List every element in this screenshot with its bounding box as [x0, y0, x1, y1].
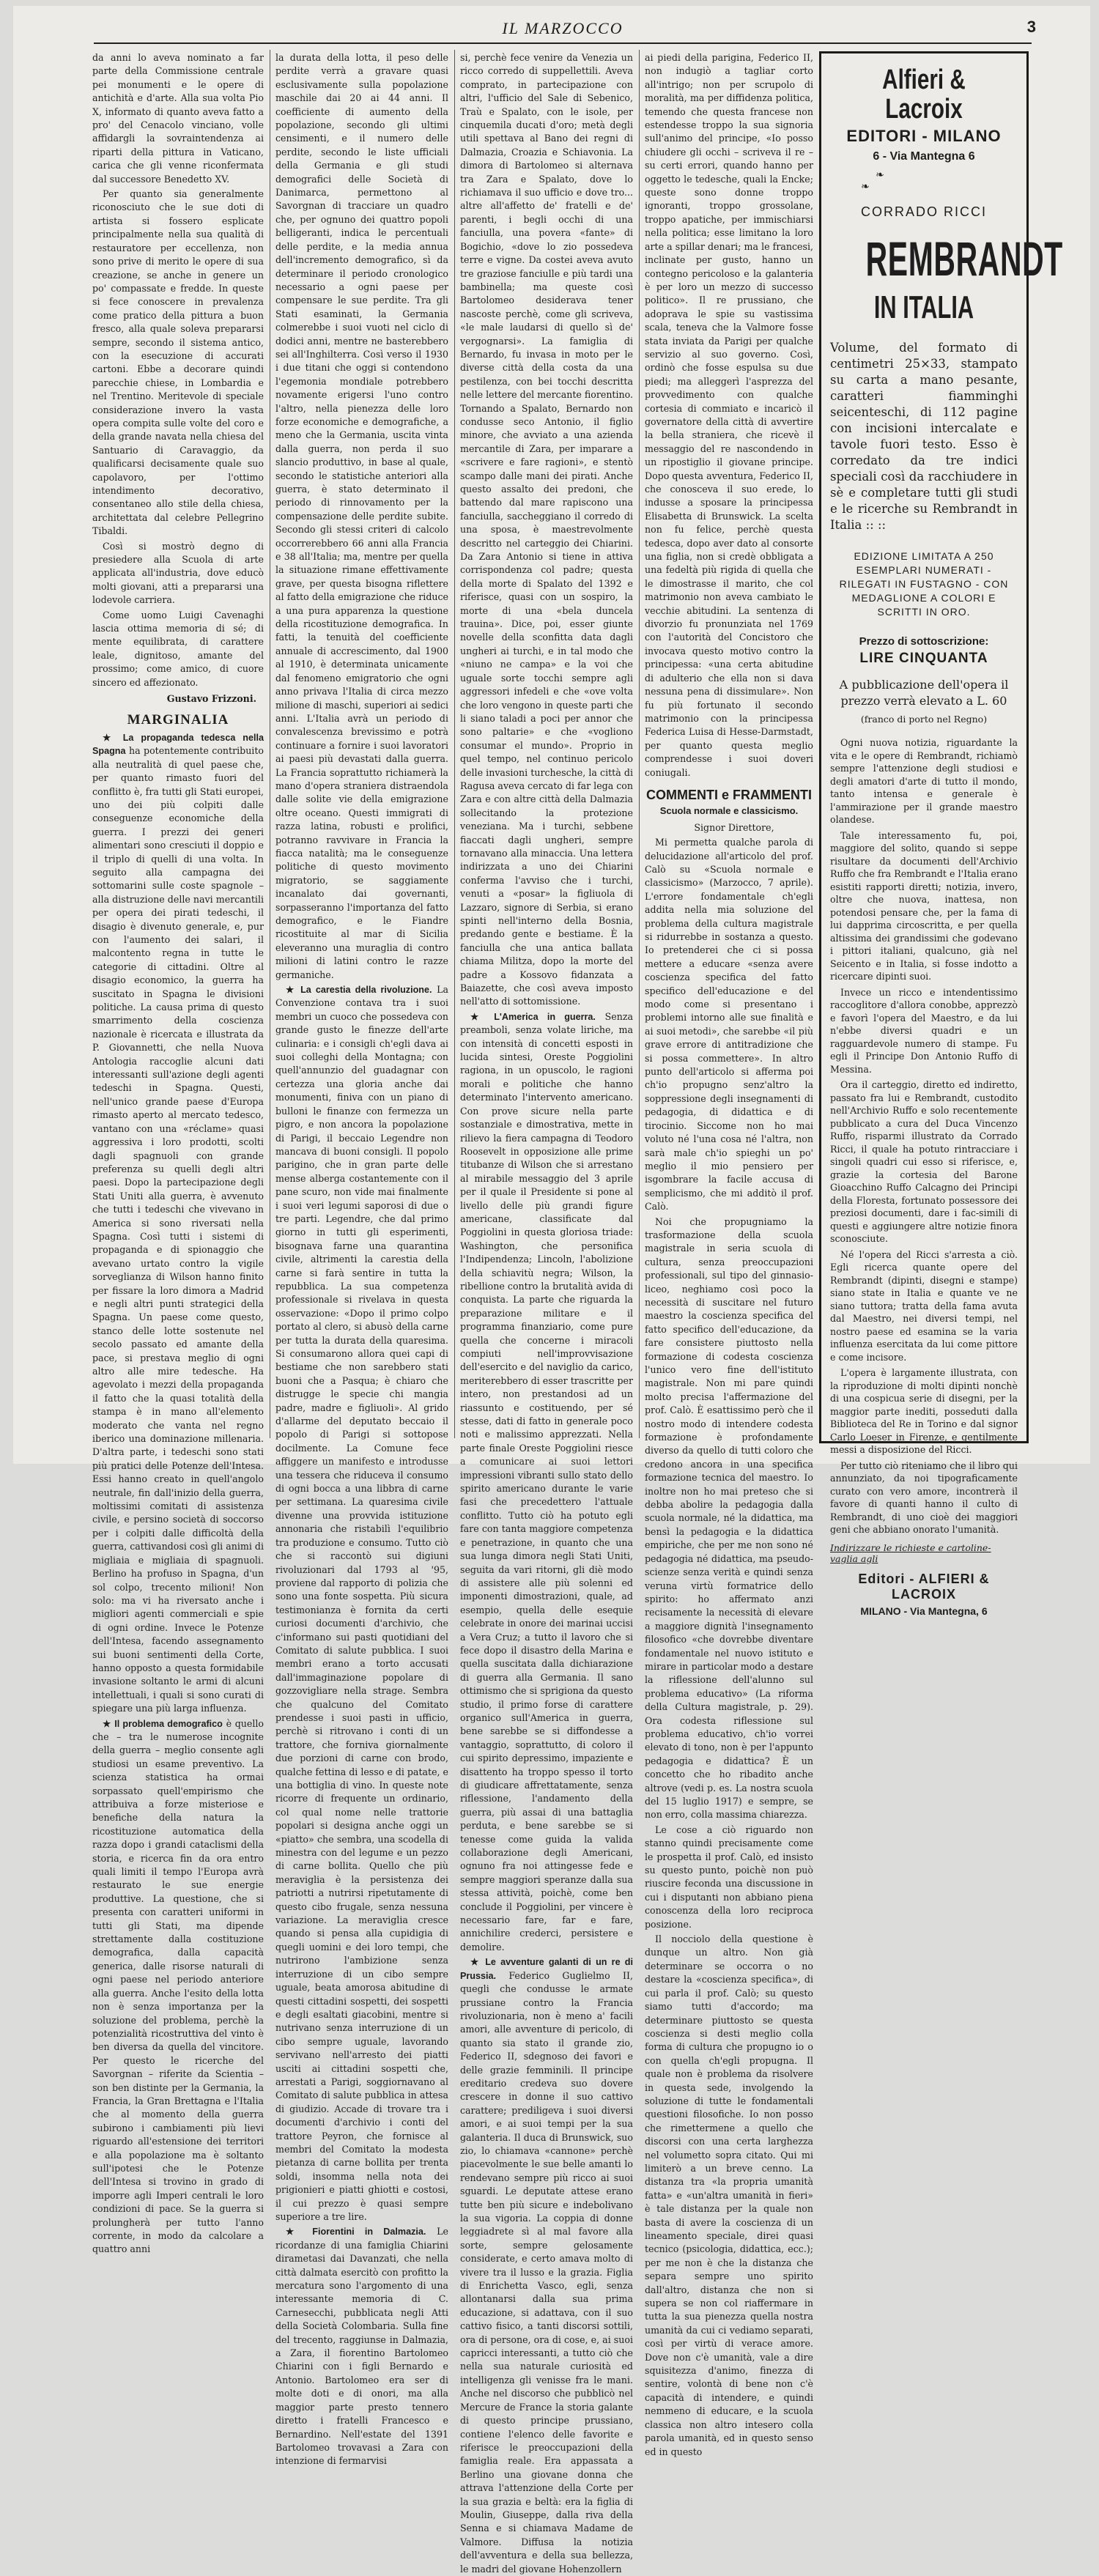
edition-note: EDIZIONE LIMITATA A 250 ESEMPLARI NUMERATI - RILEGATI IN FUSTAGNO - CON MEDAGLIONE A COLORI E SCRITTI IN ORO.: [839, 550, 1009, 618]
requests-note: Indirizzare le richieste e cartoline-vaglia agli: [830, 1541, 991, 1564]
article-subtitle: Scuola normale e classicismo.: [659, 805, 799, 817]
column-rule: [454, 50, 455, 1438]
book-subtitle: IN ITALIA: [873, 289, 974, 325]
article-text: Le ricordanze di una famiglia Chiarini dirametasi dai Davanzati, che nella città dalmata esercitò con profitto la mercatura sono l'argomento di una interessante memoria di C. Carnesecchi, pubblicata negli Atti della Società Colombaria. Sulla fine del trecento, raggiunse in Dalmazia, a Zara, il fiorentino Bartolomeo Chiarini con i figli Bernardo e Antonio. Bartolomeo era ser di molte doti e di onori, ma alla maggior parte presto tennero diretto i fratelli Francesco e Bernardino. Nell'estate del 1391 Bartolomeo trovavasi a Zara con intenzione di fermarvisi: [275, 2226, 448, 2467]
paragraph: da anni lo aveva nominato a far parte della Commissione centrale pei monumenti e le opere di antichità e d'arte. Alla sua volta Pio X, informato di quanto aveva fatto a pro' del Cenacolo vinciano, volle affidargli la sovraintendenza ai riparti della pittura in Vaticano, carica che gli venne riconfermata dal successore Benedetto XV.: [92, 52, 264, 185]
paragraph: Per tutto ciò riteniamo che il libro qui annunziato, da noi tipograficamente curato con vero amore, incontrerà il favore di quanti hanno il culto di Rembrandt, di uno cioè dei maggiori geni che abbiano onorato l'umanità.: [830, 1459, 1018, 1535]
column-2: [275, 51, 448, 2467]
newspaper-page: [13, 6, 1090, 2575]
book-title: REMBRANDT: [865, 232, 1063, 286]
signature: Gustavo Frizzoni.: [166, 693, 256, 705]
paragraph: Il nocciolo della questione è dunque un altro. Non già determinare se occorra o no destare la «coscienza specifica», di cui parla il prof. Calò; su questo siamo tutti d'accordo; ma determinare piuttosto se questa coscienza si desti meglio colla forma di cultura che propugno io o con quella ch'egli propugna. Il quale non è problema da risolvere in questa sede, involgendo la soluzione di tutte le fondamentali questioni filosofiche. Io non posso che rimettermene a quello che discorsi con una certa larghezza nel volumetto sopra citato. Qui mi limiterò a un breve cenno. La distanza tra «la propria umanità fatta» e «un'altra umanità in fieri» è tale distanza per la quale non basta di avere la coscienza di un lineamento speciale, direi quasi tecnico (psicologia, didattica, ecc.); per me non è che la distanza che separa sempre uno spirito dall'altro, distanza che non si supera se non col riaffermare in tutta la sua pienezza quella nostra umanità da cui ci vediamo separati, così per virtù di verace amore. Dove non c'è umanità, vale a dire squisitezza d'animo, finezza di sentire, volontà di bene non c'è capacità di intendere, e quindi nemmeno di educare, e la scuola classica non altro intesero colla parola umanità, ed in questo senso ed in questo: [645, 1933, 813, 2457]
price: LIRE CINQUANTA: [859, 651, 988, 666]
article-text: Senza preamboli, senza volate liriche, ma con intensità di concetti esposti in lucida sintesi, Oreste Poggiolini ragiona, in un opuscolo, le ragioni morali e politiche che hanno determinato l'intervento americano. Con prove sicure nella parte sostanziale e dimostrativa, mette in rilievo la fiera campagna di Teodoro Roosevelt in opposizione alle prime titubanze di Wilson che si arrestano al mirabile messaggio del 3 aprile per il quale il Presidente si pone al livello delle più grandi figure americane, classificate dal Poggiolini in questa gloriosa triade: Washington, che personifica l'Indipendenza; Lincoln, l'abolizione della schiavitù negra; Wilson, la ribellione contro la brutalità avida di conquista. La parte che riguarda la preparazione militare e il programma finanziario, come pure quella che concerne i miracoli compiuti nell'improvvisazione dell'esercito e del naviglio da carico, meriterebbero di esser trascritte per intero, non prestandosi ad un riassunto e costituendo, per sé stesse, dati di fatto in generale poco noti e malissimo apprezzati. Nella parte finale Oreste Poggiolini riesce a comunicare ai suoi lettori impressioni vibranti sullo stato dello spirito americano durante le varie fasi che precedettero l'attuale conflitto. Tutto ciò ha potuto egli fare con tanta maggiore competenza e penetrazione, in quanto che una sua lunga dimora negli Stati Uniti, seguita da vari ritorni, gli diè modo di assistere alle più solenni ed imponenti dimostrazioni, quale, ad esempio, quella delle esequie celebrate in onore dei marinai uccisi a Vera Cruz; a tutto il lavoro che si fece dopo il disastro della Marina e quella suscitata dalla dichiarazione di guerra alla Germania. Il sano ottimismo che si sprigiona da questo studio, il primo forse di carattere organico sull'America in guerra, bene sarebbe se si diffondesse a vantaggio, soprattutto, di coloro il cui spirito depressimo, impaziente e disattento ha troppo spesso il torto di giudicare affrettatamente, senza riflessione, l'andamento della guerra, più assai di una battaglia perduta, e bene sarebbe se si tenesse come guida la valida collaborazione degli Americani, ognuno fra noi attingesse fede e sempre maggiori speranze dalla sua stessa attività, poichè, come ben conclude il Poggiolini, per vincere è necessario fare, far e fare, annichilire crederci, persistere e demolire.: [460, 1010, 633, 1953]
paragraph: la durata della lotta, il peso delle perdite verrà a gravare quasi esclusivamente sulla popolazione maschile dai 20 ai 44 anni. Il coefficiente di aumento della popolazione, secondo gli ultimi censimenti, e il numero delle perdite, secondo le liste ufficiali della Germania e gli studi demografici delle Società di Danimarca, permettono al Savorgnan di tracciare un quadro che, per ognuno dei quattro popoli belligeranti, indica le percentuali delle perdite, e la media annua dell'incremento demografico, sì da determinare il periodo cronologico necessario a ogni paese per compensare le sue perdite. Tra gli Stati esaminati, la Germania colmerebbe i suoi vuoti nel ciclo di dodici anni, mentre ne basterebbero sei all'Inghilterra. Così verso il 1930 i due titani che oggi si contendono l'egemonia mondiale potrebbero novamente erigersi l'uno contro l'altro, nella pienezza delle loro forze economiche e demografiche, a meno che la Germania, uscita vinta dalla guerra, non perda il suo slancio produttivo, in base al quale, secondo le statistiche anteriori alla guerra, è stato determinato il periodo di rinnovamento per la compensazione delle perdite subite. Secondo gli stessi criteri di calcolo occorrerebbero 66 anni alla Francia e 38 all'Italia; ma, mentre per quella la situazione rimane effettivamente grave, per questa bisogna riflettere al fatto della emigrazione che riduce a una pura apparenza la questione della ricostituzione demografica. In fatti, la tenuità del coefficiente annuale di accrescimento, dal 1900 al 1910, è determinata unicamente dal fenomeno emigratorio che ogni anno privava l'Italia di circa mezzo milione di maschi, superiori ai sedici anni. L'Italia avrà un periodo di convalescenza brevissimo e potrà continuare a fornire i suoi lavoratori ai paesi più devastati dalla guerra. La Francia soprattutto richiamerà la mano d'opera straniera distraendola dalle solite vie della emigrazione oltre oceano. Questi immigrati di razza latina, robusti e prolifici, potranno ravvivare in Francia la fiacca natalità; ma le conseguenze politiche di questo movimento migratorio, se saggiamente incanalato dai governanti, sorpasseranno l'importanza del fatto demografico, e le Fiandre ricostituite al mar di Sicilia eleveranno una muraglia di contro milioni di latini contro le razze germaniche.: [275, 52, 448, 980]
paragraph: Ora il carteggio, diretto ed indiretto, passato fra lui e Rembrandt, custodito nell'Archivio Ruffo e solo recentemente pubblicato a cura del Duca Vincenzo Ruffo, risparmi illustrato da Corrado Ricci, il quale ha potuto rintracciare i singoli quadri cui esso si riferisce, e, grazie la cortesia del Barone Gioacchino Ruffo Calcagno dei Principi della Floresta, fortunato possessore dei preziosi documenti, dare i fac-simili di questi e aggiungere altre notizie finora sconosciute.: [830, 1079, 1018, 1244]
paragraph: Tale interessamento fu, poi, maggiore del solito, quando si seppe risultare da documenti dell'Archivio Ruffo che fra Rembrandt e l'Italia erano esistiti rapporti diretti; notizia, invero, oltre che nuova, inattesa, non potendosi pensare che, per la fama di lui dapprima circoscritta, e per quella altissima dei grandissimi che godevano i pittori italiani, qualcuno, già nel Seicento e in Italia, si fosse indotto a ricercare dipinti suoi.: [830, 829, 1018, 982]
publisher-city: EDITORI - MILANO: [846, 127, 1002, 145]
article-text: La Convenzione contava tra i suoi membri un cuoco che possedeva con grande gusto le finezze dell'arte culinaria: e i consigli ch'egli dava ai suoi colleghi della Montagna; con quell'annunzio del guadagnar con certezza una gloria anche dai monumenti, finiva con un piano di bulloni le finanze con fermezza un pigro, e non ancora la popolazione di Parigi, il beccaio Legendre non mancava di buoni consigli. Il popolo parigino, che in gran parte delle mense alberga costantemente con il pane scuro, non vide mai finalmente i suoi veri legumi saporosi di due o tre parti. Legendre, che dal primo giorno in tutti gli esperimenti, bisognava farne una quarantina civile, altrimenti la carestia della carne si farà sentire in tutta la repubblica. La sua competenza professionale si rivelava in questa osservazione: «Dopo il primo colpo portato al clero, si abusò della carne per tutta la durata della quaresima. Si consumarono allora quei capi di bestiame che non sarebbero stati buoni che a Pasqua; è chiaro che distrugge le specie chi mangia padre, madre e figliuoli». Al grido d'allarme del deputato beccaio il popolo di Parigi si sottopose docilmente. La Comune fece affiggere un manifesto e introdusse una tessera che riduceva il consumo di ogni bocca a una libbra di carne per settimana. La quaresima civile divenne una provvida istituzione annonaria che ristabilì l'equilibrio tra produzione e consumo. Tutto ciò che si raccontò sui digiuni rivoluzionari dal 1793 al '95, proviene dal rapporto di polizia che sono una fonte sospetta. Più sicura testimonianza è fornita da certi curiosi documenti d'archivio, che c'informano sui pasti quotidiani del Comitato di salute pubblica. I suoi membri erano a torto accusati dall'immaginazione popolare di gozzovigliare nella strage. Sembra che qualcuno del Comitato prendesse i suoi pasti in ufficio, perchè si ritrovano i conti di un trattore, che forniva giornalmente due porzioni di carne con brodo, qualche fettina di lesso e di patate, e una bottiglia di vino. In queste note ricorre di frequente un ordinario, col qual nome nelle trattorie popolari si designa anche oggi un «piatto» che sembra, una scodella di minestra con del legume e un pezzo di carne bollita. Quello che più meraviglia è la persistenza dei patriotti a nutrirsi ripetutamente di questo cibo frugale, senza nessuna variazione. La meraviglia cresce quando si pensa alla cupidigia di quegli uomini e dei loro tempi, che nutrirono l'ambizione senza interruzione di un cibo sempre uguale, beata amorosa abitudine di questi cittadini sospetti, dei sospetti e degli esaltati giacobini, mentre si nutrivano senza interruzione di un cibo sempre uguale, lavorando servivano nell'arresto dei piatti usciti ai cittadini sospetti che, arrestati a Parigi, soggiornavano al Comitato di salute pubblica in attesa di giudizio. Accade di trovare tra i documenti d'archivio i conti del trattore Peyron, che fornisce al membri del Comitato la modesta pietanza di carne bollita per trenta soldi, insomma nella nota dei prigionieri e piatti ghiotti e costosi, il cui prezzo è quasi sempre superiore a tre lire.: [275, 984, 448, 2222]
paragraph: Ogni nuova notizia, riguardante la vita e le opere di Rembrandt, richiamò sempre l'attenzione degli studiosi e degli amatori d'arte di tutto il mondo, tanto intensa e generale è l'ammirazione per il grande maestro olandese.: [830, 737, 1018, 825]
page-number: 3: [1026, 18, 1036, 36]
advertisement-box: [819, 51, 1063, 1617]
column-rule: [639, 50, 640, 1438]
paragraph: Noi che propugniamo la trasformazione della scuola magistrale in seria scuola di cultura, senza preoccupazioni professionali, sul tipo del ginnasio-liceo, neghiamo così poco la necessità di suscitare nel futuro maestro la coscienza specifica del fatto specifico dell'educazione, da fare consistere piuttosto nella formazione di codesta coscienza l'unico vero fine dell'istituto magistrale. Non mi pare quindi molto precisa l'affermazione del prof. Calò. È esattissimo però che il nostro modo di intendere codesta formazione è profondamente diverso da quello di tutti coloro che credono ancora in una specifica formazione tecnica del maestro. Io inoltre non ho mai preteso che si debba abolire la pedagogia dalla scuola normale, né la didattica, ma bensì la pedagogia e la didattica empiriche, che per me non sono né pedagogia né didattica, ma pseudo-scienze senza verità e quindi senza veruna virtù formatrice dello spirito: ho affermato anzi recisamente la necessità di elevare a maggiore dignità l'insegnamento filosofico «che dovrebbe diventare fondamentale nel nuovo istituto e mirare in particolar modo a destare la riflessione dell'alunno sul problema educativo» (La riforma della Cultura magistrale, p. 29). Ora codesta riflessione sul problema educativo, ch'io vorrei elevato di tono, non è per l'appunto pedagogia e didattica? È un concetto che ho ribadito anche altrove (vedi p. es. La nostra scuola del 15 luglio 1917) e sempre, se non erro, colla massima chiarezza.: [645, 1215, 813, 1821]
footer-address: MILANO - Via Mantegna, 6: [860, 1605, 988, 1617]
article-text: è quello che – tra le numerose incognite della guerra – meglio consente agli studiosi un esame preventivo. La scienza statistica ha ormai sorpassato quell'empirismo che attribuiva a forze misteriose e benefiche della natura la ricostituzione automatica della razza dopo i grandi cataclismi della storia, e ricerca fin da ora entro quali limiti il tempo l'Europa avrà restaurato le sue energie produttive. La questione, che si presenta con caratteri uniformi in tutti gli Stati, ma dipende strettamente dalla costituzione demografica, dalla capacità generica, dalle risorse naturali di ogni paese nel periodo anteriore alla guerra. Anche l'esito della lotta non è senza importanza per la soluzione del problema, perchè la potenzialità ricostruttiva del vinto è ben diversa da quella del vincitore. Per questo le ricerche del Savorgnan – riferite da Scientia – son ben distinte per la Germania, la Francia, la Gran Brettagna e l'Italia che al momento della guerra subirono i cambiamenti più lievi riguardo all'estensione dei territori e alla popolazione ma è soltanto sull'ipotesi che le Potenze dell'Intesa si trovino in grado di imporre agli Imperi centrali le loro condizioni di pace. Se la guerra si prolungherà per tutto l'anno corrente, in modo da calcolare a quattro anni: [92, 1717, 264, 2255]
publisher-address: 6 - Via Mantegna 6: [873, 150, 975, 163]
column-3: [460, 51, 633, 2575]
paragraph: L'opera è largamente illustrata, con la riproduzione di molti dipinti nonchè di una cospicua serie di disegni, per la maggior parte inediti, posseduti dalla Biblioteca del Re in Torino e dal signor Carlo Loeser in Firenze, e gentilmente messi a disposizione del Ricci.: [830, 1367, 1018, 1455]
book-author: CORRADO RICCI: [860, 204, 987, 219]
paragraph: si, perchè fece venire da Venezia un ricco corredo di suppellettili. Aveva comprato, in partecipazione con altri, l'ufficio del Sale di Sebenico, Traù e Spalato, con le isole, per cinquemila ducati d'oro; metà degli utili spettava al Bano dei regni di Dalmazia, Croazia e Schiavonia. La dimora di Bartolomeo si alternava tra Zara e Spalato, dove lo richiamava il suo ufficio e dove tro... altre all'affetto de' fratelli e de' parenti, i begli occhi di una fanciulla, una povera «fante» di Bogichio, «dove lo zio possedeva terre e vigne. Da costei aveva avuto tre graziose fanciulle e più tardi una bambinella; ma queste così Bartolomeo desiderava tener nascoste perchè, come gli scriveva, «le male laudarsi di quello sì de' vergognarsi». La famiglia di Bernardo, fu invasa in moto per le diverse città della costa da una pestilenza, con bei tocchi descritta nelle lettere del mercante fiorentino. Tornando a Spalato, Bernardo non condusse seco Antonio, il figlio minore, che avviato a una azienda mercantile di Zara, per imparare a «scrivere e fare ragioni», e stentò scampo dalle mani dei pirati. Anche questo assalto dei predoni, che battendo dal mare rapiscono una fanciulla, saccheggiano il corredo di una sposa, è maestrevolmente descritto nel carteggio dei Chiarini. Da Zara Antonio si tiene in attiva corrispondenza col padre; questa della morte di Spalato del 1392 e riferisce, quasi con un sospiro, la morte di una «bela duncela trauina». Dice, poi, esser giunte novelle della sconfitta data dagli ungheri ai turchi, e in tal modo che «niuno ne campa» e la voi che uguale sorte tocchi sempre agli aggressori infedeli e che «ove volta che loro vengono in queste parti che li siano taladi a poci per annor che sono paltarie» e che «vogliono consumar el mundo». Proprio in quel tempo, nel continuo pericolo delle invasioni turchesche, la città di Ragusa aveva cercato di far lega con Zara e con altre città della Dalmazia sollecitando la protezione veneziana. Ma i turchi, sebbene fiaccati dagli ungheri, sempre tornavano alla minaccia. Una lettera indirizzata a uno dei Chiarini conferma l'avviso che i turchi, venuti a «posar» la figliuola di Lazzaro, signore di Serbia, si erano spinti nell'interno della Bosnia, predando gente e bestiame. È la fanciulla che una antica ballata chiama Militza, dopo la morte del padre a Kossovo fidanzata a Baiazette, che così aveva imposto nell'atto di sottomissione.: [460, 52, 633, 1007]
ornament-icon: ❧ ❧: [861, 169, 1002, 193]
paragraph: Mi permetta qualche parola di delucidazione all'articolo del prof. Calò su «Scuola normale e classicismo» (Marzocco, 7 aprile). L'errore fondamentale ch'egli addita nella mia soluzione del problema della cultura magistrale si ridurrebbe in sostanza a questo. Io pretenderei che ci si possa mettere a educare «senza avere coscienza specifica del fatto specifico dell'educazione e del modo come si presentano i problemi intorno alle sue finalità e ai suoi metodi», che sarebbe «il più grave errore di antitradizione che si possa commettere». In altro punto dell'articolo si afferma poi ch'io propugno senz'altro la soppressione degli insegnamenti di pedagogia, di didattica e di tirocinio. Siccome non ho mai voluto né l'una cosa né l'altra, non sarà male ch'io spieghi un po' meglio il mio pensiero per isgombrare la facile accusa di semplicismo, che mi additò il prof. Calò.: [645, 837, 813, 1213]
article-text: Federico Guglielmo II, quegli che condusse le armate prussiane contro la Francia rivoluzionaria, non è meno a' facili amori, alle avventure di pericolo, di quanto sia stato il grande zio, Federico II, sdegnoso dei favori e delle grazie femminili. Il principe ereditario credeva suo dovere crescere in donne il suo cattivo carattere; prediligeva i suoi diversi amori, e ai suoi tempi per la sua galanteria. Il duca di Brunswick, suo zio, lo chiamava «cannone» perchè piacevolmente le sue belle amanti lo rendevano sempre più ricco ai suoi sguardi. Le deputate attese erano tutte ben più sicure e indebolivano la sua vigoria. La coppia di donne leggiadrete sì al mal favore alla sorte, sempre gelosamente considerate, e certo amava molto di vivere tra il lusso e la grazia. Figlia di Enrichetta Vasco, egli, senza allontanarsi dalla sua prima educazione, si adattava, con il suo cattivo fisico, a tanti discorsi sottili, ora di persone, ora di cose, e, ai suoi capricci interessanti, a tutto ciò che nella sua naturale curiosità ed intelligenza gli venisse fra le mani. Anche nel discorso che pubblicò nel Mercure de France la storia galante di questo principe prussiano, contiene l'elenco delle favorite e riferisce le preoccupazioni della famiglia reale. Era appassata a Berlino una giovane donna che attrava l'attenzione della Corte per la sua grazia e beltà: era la figlia di Moulin, Giuseppe, dalla riva della Senna e si chiamava Madame de Valmore. Diffusa la notizia dell'avventura e della sua bellezza, le madri del giovane Hohenzollern: [460, 1969, 633, 2575]
price-heading: Prezzo di sottoscrizione:: [859, 635, 989, 648]
article-text: ha potentemente contribuito alla neutralità di quel paese che, per quanto rimasto fuori del conflitto è, fra tutti gli Stati europei, uno dei più colpiti dalle conseguenze economiche della guerra. I prezzi dei generi alimentari sono cresciuti il doppio e il triplo di quelli di una volta. In seguito alla campagna dei sottomarini sulle coste spagnole – alla distruzione delle navi mercantili per opera dei pirati tedeschi, il disagio è divenuto generale, e, pur con l'aumento dei salari, il malcontento regna in tutte le categorie di cittadini. Oltre al disagio economico, la guerra ha suscitato in Spagna le divisioni politiche. La causa prima di questo smarrimento della coscienza nazionale è ricercata e illustrata da P. Giovannetti, che nella Nuova Antologia raccoglie alcuni dati interessanti sull'azione degli agenti tedeschi in Spagna. Questi, nell'unico grande paese d'Europa rimasto aperto al mercato tedesco, vantano con una «réclame» quasi aggressiva i loro prodotti, scolti dagli spagnuoli con grande preferenza su quelli degli altri paesi. Dopo la partecipazione degli Stati Uniti alla guerra, è avvenuto che tutti i tedeschi che vivevano in America si sono riversati nella Spagna. Così tutti i sistemi di propaganda e di spionaggio che avevano urtato contro la vigile sorveglianza di Wilson hanno finito per fissare la loro dimora a Madrid e negli altri punti strategici della Spagna. Un paese come questo, stanco delle lotte sostenute nel secolo passato ed amante della pace, si prestava meglio di ogni altro alle mire tedesche. Ha agevolato i mezzi della propaganda il fatto che la quasi totalità della stampa è in mano all'elemento moderato che vanta nel regno iberico una dominazione millenaria. D'altra parte, i tedeschi sono stati più pratici delle Potenze dell'Intesa. Essi hanno creato in quell'angolo neutrale, fin dall'inizio della guerra, moltissimi comitati di assistenza civile, e persino società di soccorso per i colpiti dalle difficoltà della guerra, cattivandosi così gli animi di migliaia e migliaia di spagnuoli. Berlino ha profuso in Spagna, d'un sol colpo, trecento milioni! Non solo: ma vi ha riversato anche i migliori agenti commerciali e spie di ogni ordine. Invece le Potenze dell'Intesa, facendo assegnamento sui buoni sentimenti della Corte, hanno opposto a questa formidabile invasione soltanto le armi di alcuni intellettuali, i quali si sono curati di spiegare una più larga influenza.: [92, 745, 264, 1714]
promo-text: [830, 736, 1018, 1536]
newspaper-title: IL MARZOCCO: [502, 19, 623, 37]
shipping-note: (franco di porto nel Regno): [860, 714, 988, 725]
publication-price-note: A pubblicazione dell'opera il prezzo verrà elevato a L. 60: [839, 678, 1009, 708]
article-title: ★ L'America in guerra.: [470, 1011, 596, 1022]
footer-publisher: Editori - ALFIERI & LACROIX: [858, 1571, 990, 1602]
book-description: Volume, del formato di centimetri 25×33, stampato su carta a mano pesante, caratteri fiamminghi seicenteschi, di 112 pagine con incisioni intercalate e tavole fuori testo. Esso è corredato da tre indici speciali così da racchiudere in sè e completare tutti gli studi e le ricerche su Rembrandt in Italia :: ::: [830, 341, 1018, 532]
article-title: ★ Le avventure galanti di un re di Prussia.: [460, 1957, 633, 1981]
paragraph: Né l'opera del Ricci s'arresta a ciò. Egli ricerca quante opere del Rembrandt (dipinti, disegni e stampe) siano state in Italia e quante ve ne siano tuttora; tratta della fama avuta dal Maestro, nei diversi tempi, nel nostro paese ed esamina se la varia influenza esercitata da lui come pittore e come incisore.: [830, 1248, 1018, 1363]
column-4: [645, 51, 813, 2457]
page-header: [94, 18, 1036, 44]
paragraph: ai piedi della parigina, Federico II, non indugiò a tagliar corto all'intrigo; non per scrupolo di moralità, ma per diffidenza politica, temendo che questa francese non estendesse troppo la sua signoria sull'animo del principe, «Io posso chiudere gli occhi – scriveva il re – su certi errori, quando hanno per oggetto le tedesche, quali la Encke; queste sono donne troppo ignoranti, troppo grossolane, troppo apatiche, per immischiarsi nella politica; esse limitano la loro arte a spillar denari; ma le francesi, inclinate per gusto, hanno un contegno pericoloso e la galanteria è per loro un mezzo di successo politico». Il re prussiano, che adoprava le spie su vastissima scala, teneva che la Valmore fosse stata inviata da Parigi per qualche servizio al suo governo. Così, ordinò che fosse espulsa su due piedi; ma alleggerì l'asprezza del provvedimento con qualche cortesia di commiato e incaricò il governatore della città di avvertire la bella straniera, che ricevè il messaggio del re nascondendo in un ripostiglio il giovane principe. Dopo questa avventura, Federico II, che conosceva il suo erede, lo indusse a sposare la principessa Elisabetta di Brunswick. La scelta non fu felice, perchè questa tedesca, dopo aver dato al consorte una figlia, non si credè obbligata a una fedeltà più rigida di quella che le dimostrasse il marito, che col matrimonio non aveva cambiato le vecchie abitudini. La sentenza di divorzio fu pronunziata nel 1769 con l'autorità del Concistoro che invocava questo motivo contro la principessa: «una certa abitudine di adulterio che ella non si dava nessuna pena di dissimulare». Non fu più fortunato il secondo matrimonio con la principessa Federica Luisa di Hesse-Darmstadt, per quanto questa meglio comprendesse i suoi doveri coniugali.: [645, 52, 813, 778]
article-title: ★ La carestia della rivoluzione.: [286, 985, 432, 996]
paragraph: Per quanto sia generalmente riconosciuto che le sue doti di artista si fossero esplicate principalmente nella sua qualità di restauratore per eccellenza, non sono prive di merito le opere di sua creazione, se anche in genere un po' compassate e fredde. In queste si fece conoscere in prevalenza come pratico della pittura a buon fresco, alla quale soleva prepararsi sempre, secondo il sistema antico, con la esecuzione di accurati cartoni. Ebbe a decorare quindi parecchie chiese, in Lombardia e nel Trentino. Meritevole di speciale considerazione invero la vasta opera compita sulle volte del coro e della grande navata nella chiesa del Santuario di Caravaggio, da qualificarsi decisamente quale suo capolavoro, per l'ottimo intendimento decorativo, consentaneo allo stile della chiesa, architettata dal celebre Pellegrino Tibaldi.: [92, 188, 264, 537]
column-1: [92, 51, 264, 2255]
salutation: Signor Direttore,: [694, 821, 774, 833]
article-title: ★ Il problema demografico: [103, 1718, 223, 1729]
section-heading-marginalia: MARGINALIA: [127, 711, 229, 728]
paragraph: Le cose a ciò riguardo non stanno quindi precisamente come le prospetta il prof. Calò, ed insisto su questo punto, poichè non può riuscire feconda una discussione in cui i disputanti non abbiano piena conoscenza della loro reciproca posizione.: [645, 1824, 813, 1930]
section-heading-commenti: COMMENTI e FRAMMENTI: [646, 787, 812, 802]
article-title: ★ La propaganda tedesca nella Spagna: [92, 732, 264, 757]
paragraph: Così si mostrò degno di presiedere alla Scuola di arte applicata all'industria, dove educò molti giovani, atti a prepararsi una lodevole carriera.: [92, 540, 264, 606]
article-title: ★ Fiorentini in Dalmazia.: [286, 2227, 426, 2238]
paragraph: Come uomo Luigi Cavenaghi lascia ottima memoria di sé; di mente equilibrata, di carattere leale, dignitoso, amante del prossimo; come amico, di cuore sincero ed affezionato.: [92, 609, 264, 688]
publisher-name: Alfieri & Lacroix: [882, 64, 966, 125]
paragraph: Invece un ricco e intendentissimo raccoglitore d'allora conobbe, apprezzò e favorì l'opera del Maestro, e da lui n'ebbe diversi quadri e un ragguardevole numero di stampe. Fu egli il Principe Don Antonio Ruffo di Messina.: [830, 986, 1018, 1075]
